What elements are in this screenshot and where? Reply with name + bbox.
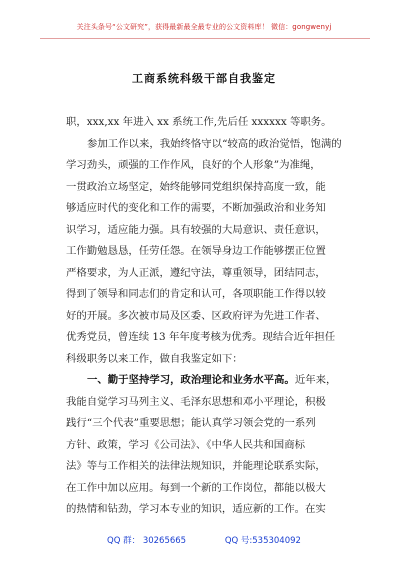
- paragraph-line: 的热情和钻劲，学习本专业的知识，适应新的工作。在实: [66, 503, 326, 515]
- section-heading: 一、勤于坚持学习，政治理论和业务水平高。: [87, 374, 295, 386]
- paragraph-line: 优秀党员，曾连续 13 年年度考核为优秀。现结合近年担任: [66, 331, 336, 343]
- paragraph-line: 在工作中加以应用。每到一个新的工作岗位，都能以极大: [66, 481, 326, 494]
- paragraph-line: 践行“三个代表”重要思想；能认真学习领会党的一系列: [66, 417, 316, 429]
- paragraph-line: 科级职务以来工作，做自我鉴定如下：: [66, 352, 243, 365]
- paragraph-line: 方针、政策，学习《公司法》、《中华人民共和国商标: [66, 438, 305, 451]
- qq-group: QQ 群： 30265665: [107, 536, 187, 546]
- section-heading-line: [66, 370, 352, 392]
- paragraph-line: 够适应时代的变化和工作的需要，不断加强政治和业务知: [66, 202, 326, 214]
- paragraph-line: 学习劲头，顽强的工作作风，良好的个人形象”为准绳，: [66, 159, 321, 171]
- contact-footer: [0, 534, 408, 546]
- document-title: 工商系统科级干部自我鉴定: [132, 72, 276, 85]
- watermark-header: 关注头条号“公文研究”，获得最新最全最专业的公文资料库！ 微信：gongwenyj: [76, 23, 332, 31]
- qq-number: QQ 号:535304092: [224, 536, 301, 546]
- section-heading-rest: 近年来，: [294, 374, 337, 386]
- paragraph-line: 严格要求，为人正派，遵纪守法，尊重领导，团结同志，: [66, 266, 326, 279]
- paragraph-line: 好的开展。多次被市局及区委、区政府评为先进工作者、: [66, 309, 326, 322]
- paragraph-line: 法》等与工作相关的法律法规知识，并能理论联系实际，: [66, 460, 326, 472]
- paragraph-line: 识学习，适应能力强。具有较强的大局意识、责任意识，: [66, 223, 326, 236]
- paragraph-line: 工作勤勉恳恳，任劳任怨。在领导身边工作能够摆正位置: [66, 245, 326, 257]
- paragraph-line: 参加工作以来，我始终恪守以“较高的政治觉悟，饱满的: [87, 137, 342, 150]
- paragraph-line: 得到了领导和同志们的肯定和认可，各项职能工作得以较: [66, 288, 326, 300]
- header-divider: [40, 38, 370, 39]
- paragraph-line: 一贯政治立场坚定，始终能够同党组织保持高度一致，能: [66, 180, 326, 193]
- paragraph-line: 我能自觉学习马列主义、毛泽东思想和邓小平理论，积极: [66, 395, 326, 408]
- paragraph-line: 职，xxx,xx 年进入 xx 系统工作,先后任 xxxxxx 等职务。: [66, 116, 332, 128]
- document-body: [66, 112, 352, 521]
